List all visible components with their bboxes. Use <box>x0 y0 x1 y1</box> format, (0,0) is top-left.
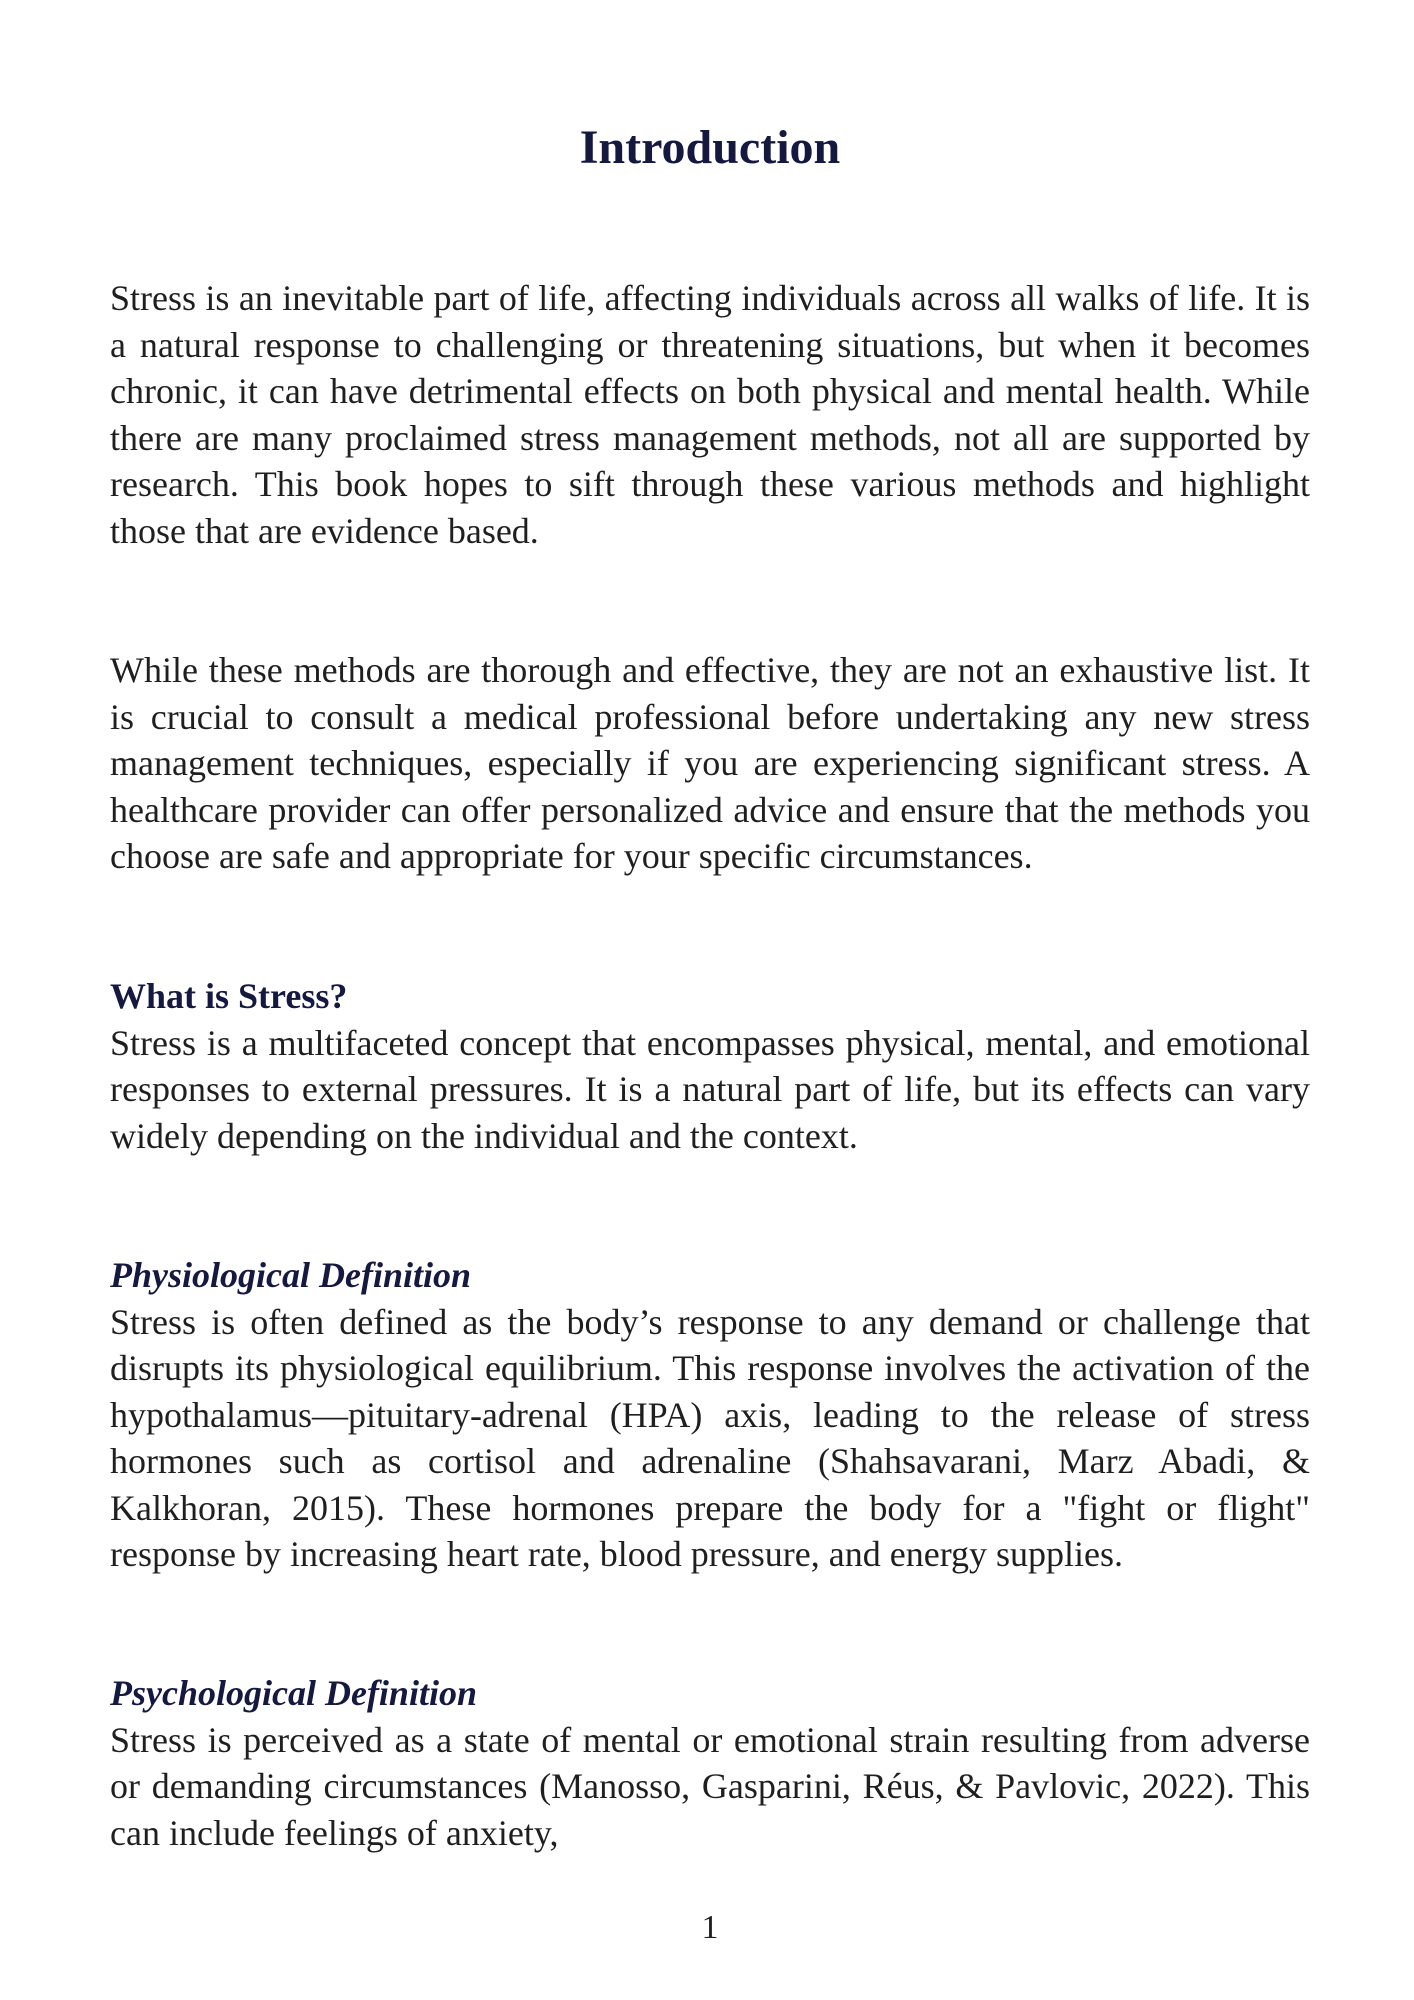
what-is-stress-section <box>110 973 1310 1159</box>
document-page <box>110 0 1310 2000</box>
intro-paragraph-2-block <box>110 647 1310 880</box>
physiological-definition-section <box>110 1252 1310 1578</box>
intro-paragraph-1: Stress is an inevitable part of life, affecting individuals across all walks of life. It is a natural response to challenging or threatening situations, but when it becomes chronic, it can have detrimental effects on both physical and mental health. While there are many proclaimed stress management methods, not all are supported by research. This book hopes to sift through these various methods and highlight those that are evidence based. <box>110 278 1310 551</box>
psychological-definition-paragraph: Stress is perceived as a state of mental or emotional strain resulting from adverse or demanding circumstances (Manosso, Gasparini, Réus, & Pavlovic, 2022). This can include feelings of anxiety, <box>110 1719 1310 1853</box>
subheading-physiological-definition: Physiological Definition <box>110 1255 472 1295</box>
physiological-definition-paragraph: Stress is often defined as the body’s response to any demand or challenge that disrupts its physiological equilibrium. This response involves the activation of the hypothalamus—pituitary-adrenal (HPA) axis, leading to the release of stress hormones such as cortisol and adrenaline (Shahsavarani, Marz Abadi, & Kalkhoran, 2015). These hormones prepare the body for a "fight or flight" response by increasing heart rate, blood pressure, and energy supplies. <box>110 1301 1310 1574</box>
intro-paragraph-1-block <box>110 275 1310 554</box>
section-heading-what-is-stress: What is Stress? <box>110 976 348 1016</box>
intro-paragraph-2: While these methods are thorough and effective, they are not an exhaustive list. It is crucial to consult a medical professional before undertaking any new stress management techniques, especially if you are experiencing significant stress. A healthcare provider can offer personalized advice and ensure that the methods you choose are safe and appropriate for your specific circumstances. <box>110 650 1310 876</box>
page-title: Introduction <box>579 121 841 174</box>
what-is-stress-paragraph: Stress is a multifaceted concept that encompasses physical, mental, and emotional responses to external pressures. It is a natural part of life, but its effects can vary widely depending on the individual and the context. <box>110 1022 1310 1156</box>
subheading-psychological-definition: Psychological Definition <box>110 1673 477 1713</box>
psychological-definition-section <box>110 1670 1310 1856</box>
page-number: 1 <box>701 1909 719 1946</box>
